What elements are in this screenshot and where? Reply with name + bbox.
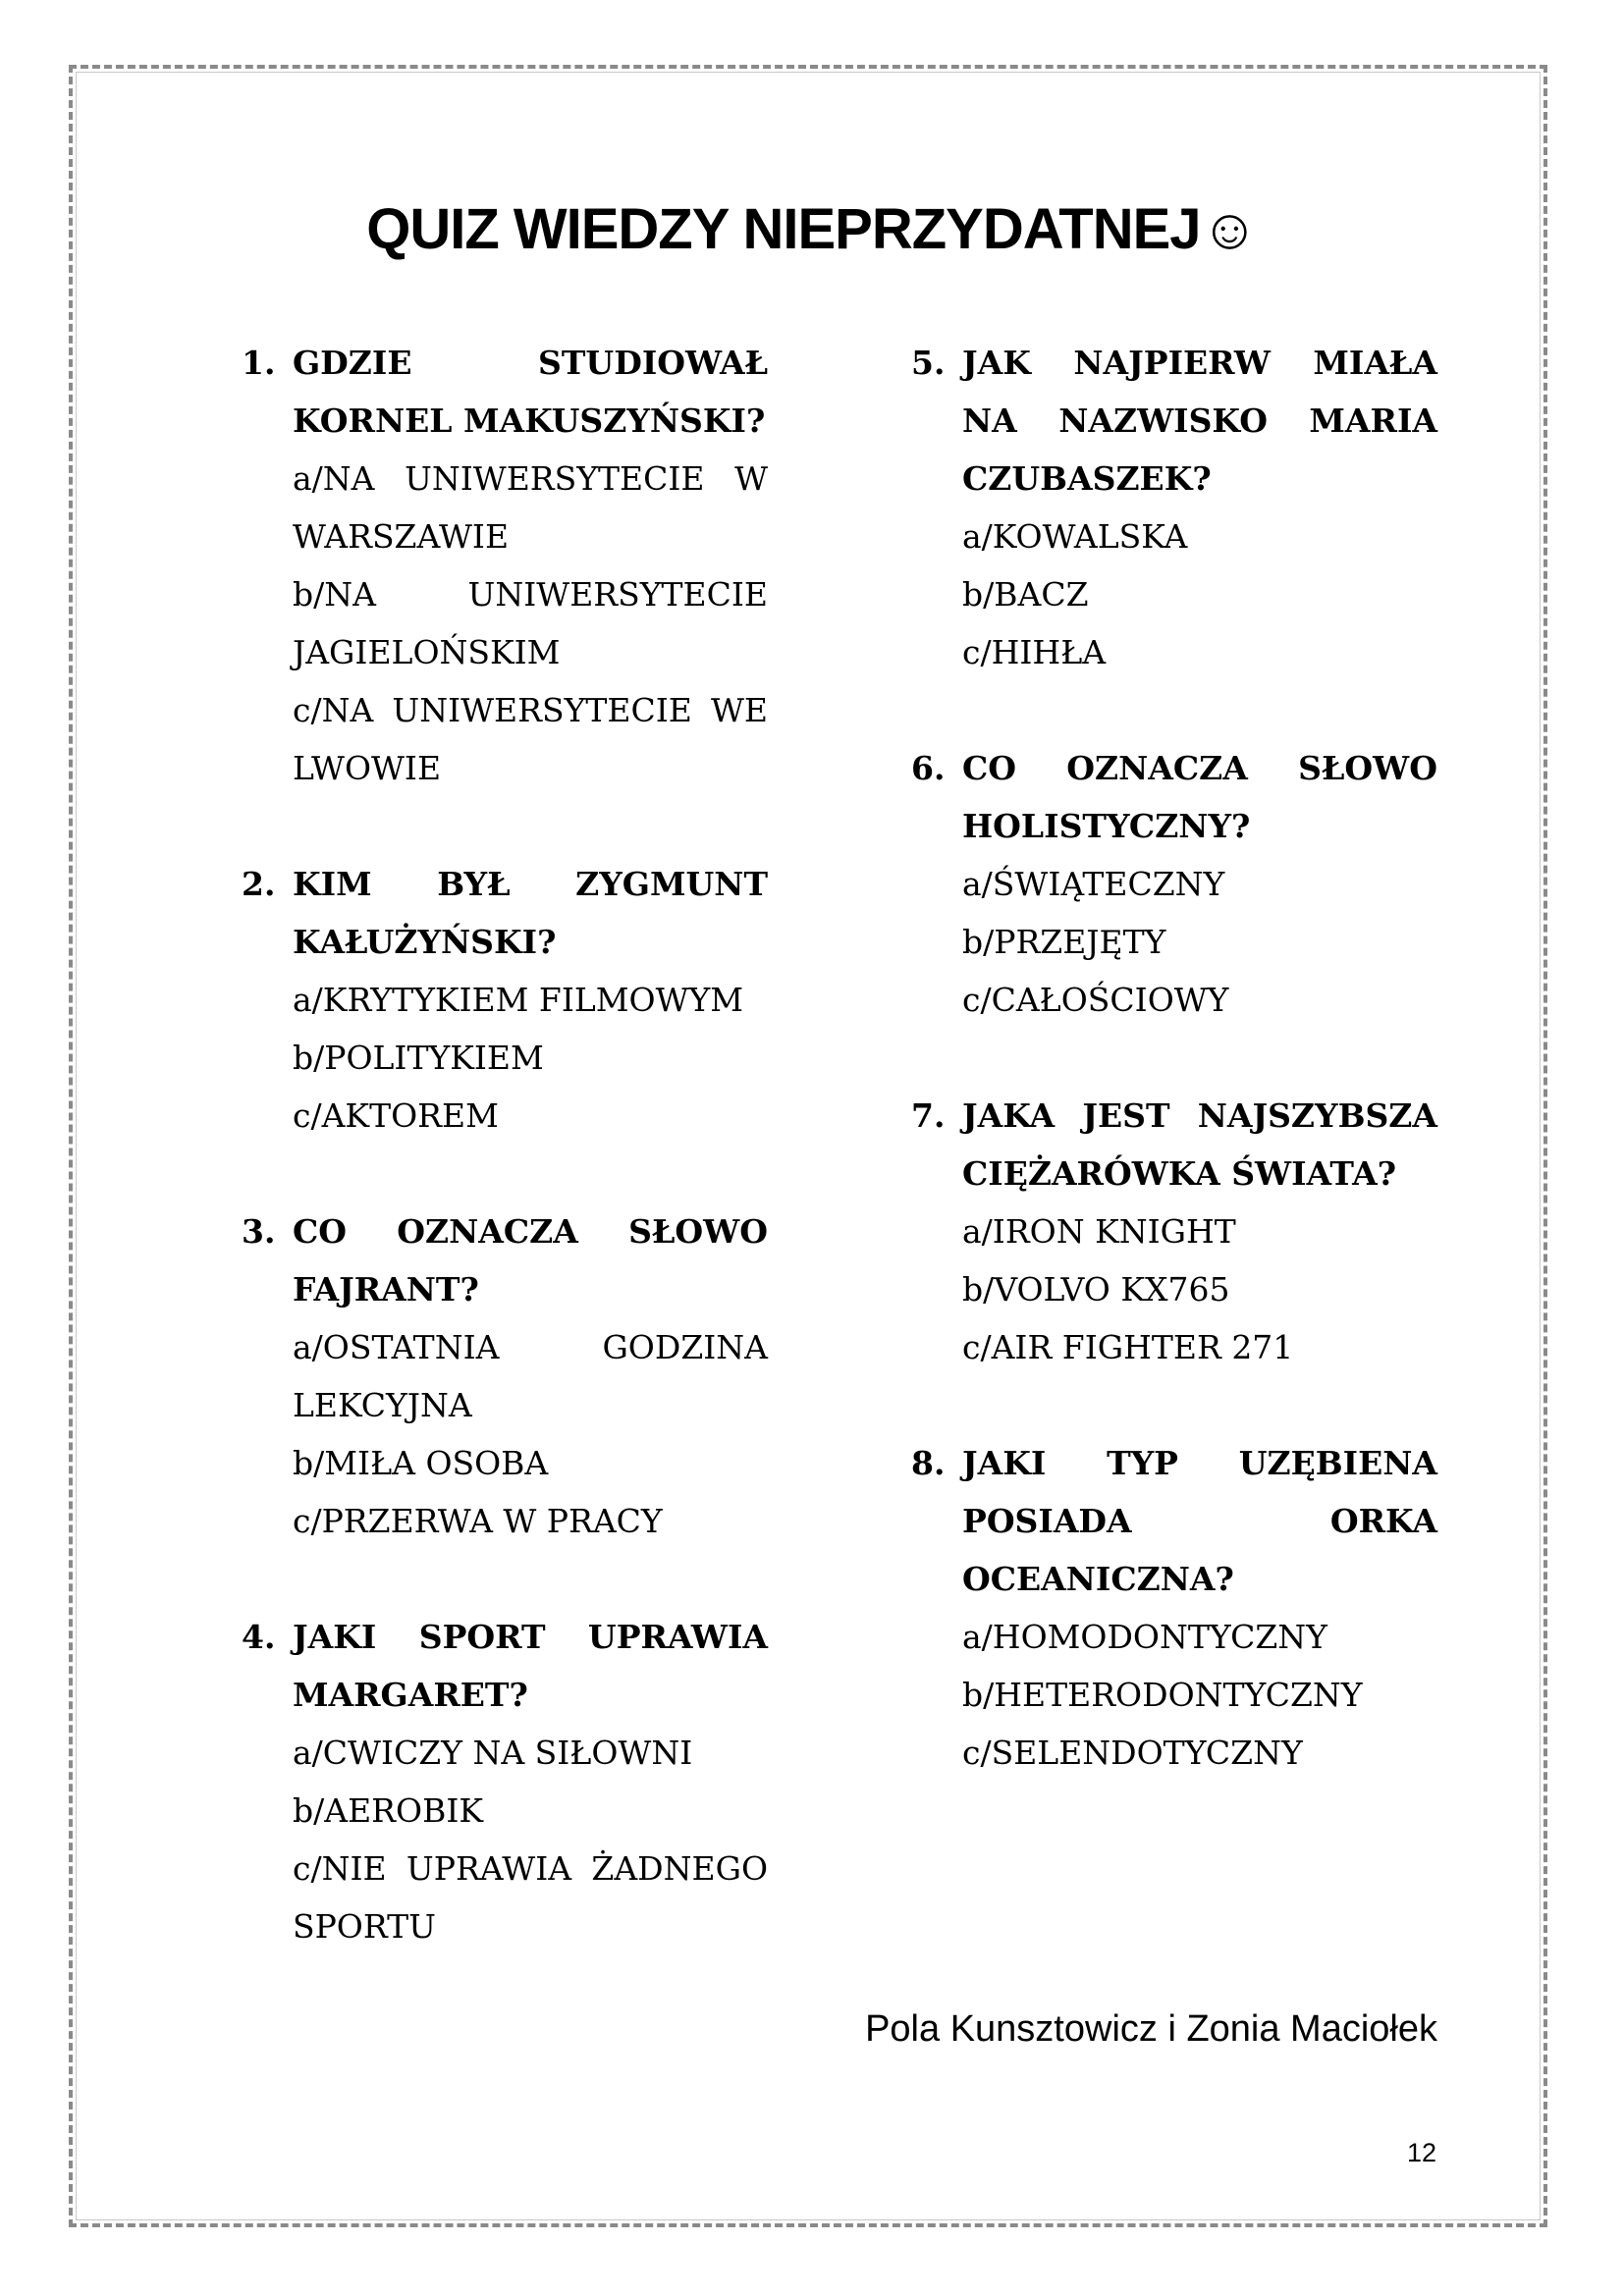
question-body [293,1608,768,1955]
question-body [962,334,1437,681]
answer-b: b/MIŁA OSOBA [293,1444,549,1482]
left-column [242,334,768,1955]
answer-a: a/KOWALSKA [962,517,1188,556]
right-column [911,334,1437,1782]
question-body [962,1434,1437,1782]
question-number: 6. [911,749,946,787]
question-number: 1. [242,344,276,382]
answer-b: b/NA UNIWERSYTECIE JAGIELOŃSKIM [293,575,768,671]
question-8 [911,1434,1437,1782]
question-body [962,739,1437,1029]
question-3 [242,1202,768,1550]
question-6 [911,739,1437,1029]
answer-a: a/ŚWIĄTECZNY [962,865,1225,903]
answer-a: a/CWICZY NA SIŁOWNI [293,1734,693,1772]
question-body [293,855,768,1145]
question-2 [242,855,768,1145]
question-1 [242,334,768,797]
answer-a: a/IRON KNIGHT [962,1212,1236,1251]
question-body [293,1202,768,1550]
answer-a: a/NA UNIWERSYTECIE W WARSZAWIE [293,459,768,556]
quiz-title: QUIZ WIEDZY NIEPRZYDATNEJ☺ [366,197,1258,261]
question-number: 5. [911,344,946,382]
question-number: 3. [242,1212,276,1251]
question-text: CO OZNACZA SŁOWO FAJRANT? [293,1212,768,1308]
question-text: JAKI SPORT UPRAWIA MARGARET? [293,1618,768,1714]
answer-c: c/HIHŁA [962,633,1107,671]
question-7 [911,1087,1437,1376]
answer-c: c/NIE UPRAWIA ŻADNEGO SPORTU [293,1849,768,1946]
question-5 [911,334,1437,681]
question-4 [242,1608,768,1955]
question-number: 7. [911,1096,946,1135]
question-body [962,1087,1437,1376]
answer-c: c/AIR FIGHTER 271 [962,1328,1294,1366]
answer-c: c/AKTOREM [293,1096,499,1135]
question-text: JAK NAJPIERW MIAŁA NA NAZWISKO MARIA CZUBASZEK? [962,344,1437,498]
answer-b: b/BACZ [962,575,1089,614]
question-text: CO OZNACZA SŁOWO HOLISTYCZNY? [962,749,1437,845]
authors: Pola Kunsztowicz i Zonia Maciołek [865,2008,1437,2050]
answer-a: a/OSTATNIA GODZINA LEKCYJNA [293,1328,768,1424]
question-text: JAKA JEST NAJSZYBSZA CIĘŻARÓWKA ŚWIATA? [962,1096,1437,1193]
answer-c: c/NA UNIWERSYTECIE WE LWOWIE [293,691,768,787]
page-number: 12 [1406,2138,1436,2167]
answer-a: a/KRYTYKIEM FILMOWYM [293,981,744,1019]
answer-c: c/CAŁOŚCIOWY [962,981,1229,1019]
question-text: GDZIE STUDIOWAŁ KORNEL MAKUSZYŃSKI? [293,344,768,440]
question-number: 8. [911,1444,946,1482]
answer-c: c/PRZERWA W PRACY [293,1502,663,1540]
question-number: 4. [242,1618,276,1656]
answer-b: b/VOLVO KX765 [962,1270,1230,1308]
question-text: KIM BYŁ ZYGMUNT KAŁUŻYŃSKI? [293,865,768,961]
answer-b: b/HETERODONTYCZNY [962,1676,1363,1714]
question-number: 2. [242,865,276,903]
answer-b: b/AEROBIK [293,1791,484,1830]
question-body [293,334,768,797]
answer-c: c/SELENDOTYCZNY [962,1734,1303,1772]
answer-b: b/PRZEJĘTY [962,923,1166,961]
answer-b: b/POLITYKIEM [293,1039,544,1077]
answer-a: a/HOMODONTYCZNY [962,1618,1327,1656]
question-text: JAKI TYP UZĘBIENA POSIADA ORKA OCEANICZNA? [962,1444,1437,1598]
